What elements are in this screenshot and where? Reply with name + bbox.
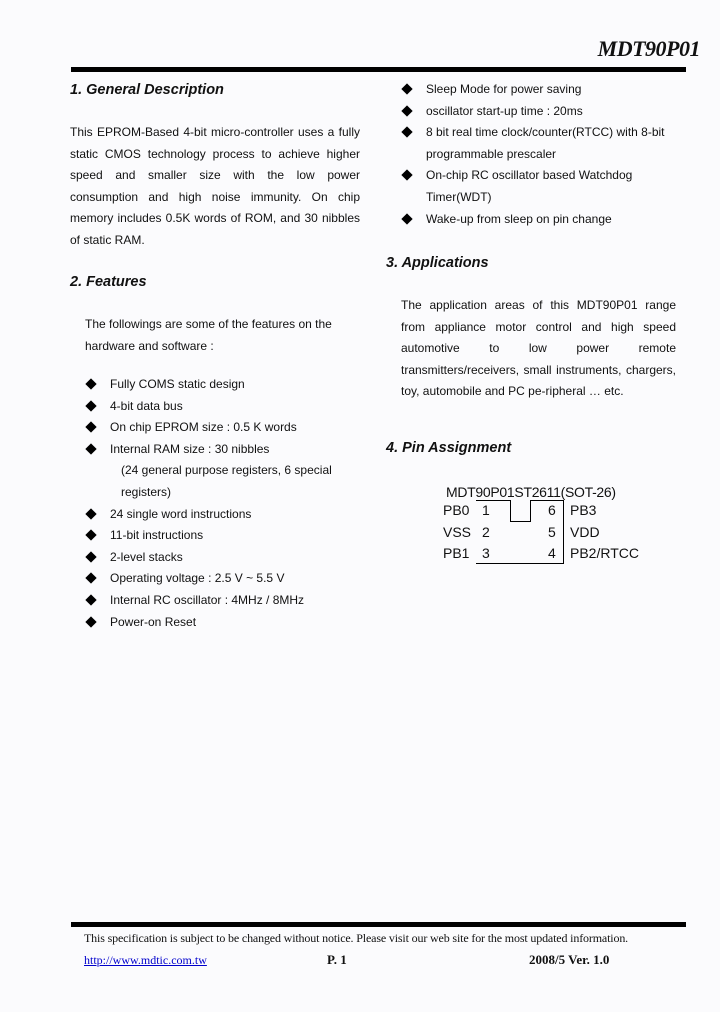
notch-bottom-edge [510, 521, 531, 522]
diamond-bullet-icon [401, 105, 412, 116]
list-item: Wake-up from sleep on pin change [401, 209, 691, 231]
diamond-bullet-icon [85, 529, 96, 540]
list-item: Sleep Mode for power saving [401, 79, 691, 101]
version-label: 2008/5 Ver. 1.0 [529, 952, 610, 967]
pin-name-left: PB0 [443, 502, 470, 518]
general-description-body: This EPROM-Based 4-bit micro-controller uses a fully static CMOS technology process to achieve higher speed and smaller size with the low power consumption and high noise immunity. On chip memory includes 0.5K words of ROM, and 30 nibbles of static RAM. [70, 125, 360, 247]
list-item: On chip EPROM size : 0.5 K words [85, 417, 365, 439]
chip-right-edge [563, 500, 564, 564]
list-item: 11-bit instructions [85, 525, 365, 547]
applications-body: The application areas of this MDT90P01 range from appliance motor control and high speed automotive to low power remote transmitters/receivers, small instruments, chargers, toy, automobile and PC pe-ripheral … etc. [401, 298, 676, 399]
applications-heading: 3. Applications [386, 255, 489, 271]
diamond-bullet-icon [85, 573, 96, 584]
diamond-bullet-icon [85, 443, 96, 454]
features-list-continued [401, 79, 691, 230]
features-intro: The followings are some of the features on the hardware and software : [85, 317, 332, 353]
list-item: 24 single word instructions [85, 504, 365, 526]
general-description-heading: 1. General Description [70, 82, 224, 98]
list-item: Power-on Reset [85, 612, 365, 634]
pin-number-right: 6 [548, 502, 556, 518]
pin-number-left: 1 [482, 502, 490, 518]
pin-assignment-heading: 4. Pin Assignment [386, 440, 512, 456]
chip-bottom-edge [476, 563, 564, 564]
diamond-bullet-icon [401, 170, 412, 181]
diamond-bullet-icon [85, 422, 96, 433]
features-list [85, 374, 365, 633]
footer-rule [71, 922, 686, 927]
diamond-bullet-icon [401, 213, 412, 224]
notch-right-edge [530, 500, 531, 522]
list-item: Internal RC oscillator : 4MHz / 8MHz [85, 590, 365, 612]
diamond-bullet-icon [401, 127, 412, 138]
pin-number-right: 5 [548, 524, 556, 540]
pin-number-left: 3 [482, 545, 490, 561]
page-number: P. 1 [327, 952, 347, 967]
list-item: Internal RAM size : 30 nibbles (24 general purpose registers, 6 special registers) [85, 439, 365, 504]
footer-website-link[interactable]: http://www.mdtic.com.tw [84, 953, 207, 967]
list-item: 4-bit data bus [85, 396, 365, 418]
footer-notice: This specification is subject to be changed without notice. Please visit our web site for the most updated information. [84, 931, 629, 945]
chip-top-left-edge [476, 500, 511, 501]
notch-left-edge [510, 500, 511, 522]
pin-number-right: 4 [548, 545, 556, 561]
diamond-bullet-icon [85, 616, 96, 627]
page-header-title: MDT90P01 [597, 36, 700, 61]
list-item: Fully COMS static design [85, 374, 365, 396]
pin-name-left: VSS [443, 524, 472, 540]
diamond-bullet-icon [85, 594, 96, 605]
pin-name-right: PB3 [570, 502, 597, 518]
features-heading: 2. Features [70, 274, 147, 290]
diamond-bullet-icon [85, 508, 96, 519]
diamond-bullet-icon [401, 83, 412, 94]
chip-top-right-edge [530, 500, 564, 501]
pin-number-left: 2 [482, 524, 490, 540]
header-rule [71, 67, 686, 72]
list-item: 8 bit real time clock/counter(RTCC) with 8-bit programmable prescaler [401, 122, 691, 165]
pin-name-right: VDD [570, 524, 600, 540]
pin-name-left: PB1 [443, 545, 470, 561]
package-label: MDT90P01ST2611(SOT-26) [446, 484, 616, 500]
list-item: oscillator start-up time : 20ms [401, 101, 691, 123]
list-item: 2-level stacks [85, 547, 365, 569]
list-item: Operating voltage : 2.5 V ~ 5.5 V [85, 568, 365, 590]
list-item: On-chip RC oscillator based Watchdog Timer(WDT) [401, 165, 691, 208]
diamond-bullet-icon [85, 400, 96, 411]
pin-name-right: PB2/RTCC [570, 545, 639, 561]
diamond-bullet-icon [85, 378, 96, 389]
diamond-bullet-icon [85, 551, 96, 562]
